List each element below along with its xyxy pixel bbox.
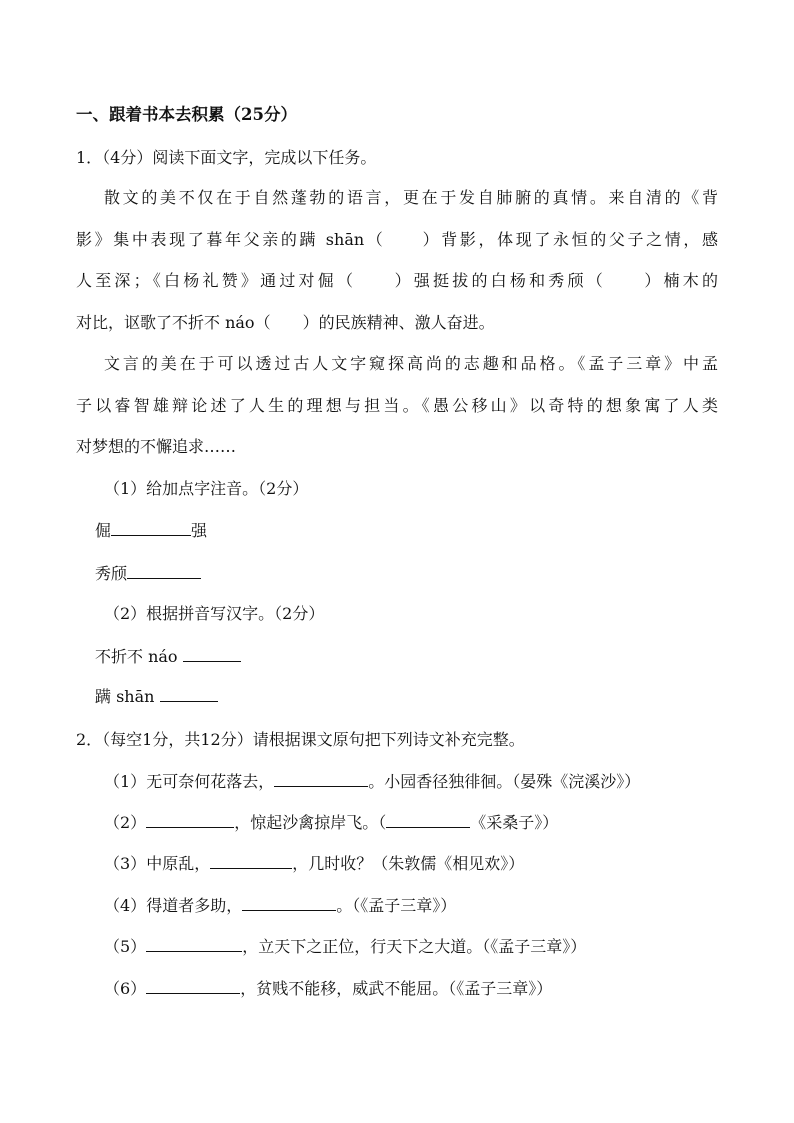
answer-blank[interactable] xyxy=(146,978,240,994)
q1-para1-line3: 人至深；《白杨礼赞》通过对倔（ ）强挺拔的白杨和秀颀（ ）楠木的 xyxy=(76,271,718,290)
answer-blank[interactable] xyxy=(111,520,191,536)
q1-sub2-a-word: 不折不 náo xyxy=(95,647,178,666)
q2-item-5 xyxy=(104,935,586,959)
q1-para1-line2: 影》集中表现了暮年父亲的蹒 shān（ ）背影，体现了永恒的父子之情，感 xyxy=(76,230,718,249)
section-title: 一、跟着书本去积累（25分） xyxy=(76,105,297,124)
answer-blank[interactable] xyxy=(160,686,218,702)
answer-blank[interactable] xyxy=(242,895,336,911)
q1-para2-line3: 对梦想的不懈追求…… xyxy=(76,437,237,456)
question-2-header: 2．（每空1分，共12分）请根据课文原句把下列诗文补充完整。 xyxy=(76,730,525,749)
q1-para2-line1: 文言的美在于可以透过古人文字窥探高尚的志趣和品格。《孟子三章》中孟 xyxy=(104,354,718,373)
answer-blank[interactable] xyxy=(146,812,234,828)
q1-sub1-b-word: 秀颀 xyxy=(95,564,128,583)
q1-sub2-b-word: 蹒 shān xyxy=(95,687,155,706)
item-text: ，贫贱不能移，威武不能屈。（《孟子三章》） xyxy=(240,979,553,998)
item-number: （5） xyxy=(104,937,147,956)
item-text: ，几时收？（朱敦儒《相见欢》） xyxy=(292,854,525,873)
q1-para1-line1: 散文的美不仅在于自然蓬勃的语言，更在于发自肺腑的真情。来自清的《背 xyxy=(104,188,718,207)
q2-item-6 xyxy=(104,977,552,1001)
item-text: 。（《孟子三章》） xyxy=(336,896,457,915)
item-number: （2） xyxy=(104,813,147,832)
item-number: （6） xyxy=(104,979,147,998)
answer-blank[interactable] xyxy=(210,853,292,869)
q2-item-3 xyxy=(104,852,524,876)
q1-sub2-item-b xyxy=(95,685,218,709)
q2-item-2 xyxy=(104,811,558,835)
q1-sub1-item-a xyxy=(95,519,207,543)
q2-item-4 xyxy=(104,894,456,918)
item-text: 得道者多助， xyxy=(146,896,243,915)
item-text: ，立天下之正位，行天下之大道。（《孟子三章》） xyxy=(242,937,587,956)
q1-sub2-item-a xyxy=(95,645,241,669)
q1-sub1-a-char2: 强 xyxy=(191,521,208,540)
q1-sub1-a-char: 倔 xyxy=(95,521,112,540)
answer-blank[interactable] xyxy=(183,646,241,662)
item-number: （3） xyxy=(104,854,147,873)
item-text: 无可奈何花落去， xyxy=(146,772,275,791)
answer-blank[interactable] xyxy=(127,563,201,579)
answer-blank[interactable] xyxy=(274,771,368,787)
item-text: 。小园香径独徘徊。（晏殊《浣溪沙》） xyxy=(368,772,641,791)
q1-sub1-prompt: （1）给加点字注音。（2分） xyxy=(104,479,309,498)
q2-item-1 xyxy=(104,770,640,794)
q1-sub1-item-b xyxy=(95,562,201,586)
q1-para1-line4: 对比，讴歌了不折不 náo（ ）的民族精神、激人奋进。 xyxy=(76,313,495,332)
answer-blank[interactable] xyxy=(146,936,242,952)
item-text: ，惊起沙禽掠岸飞。（ xyxy=(234,813,387,832)
item-text: 《采桑子》） xyxy=(470,813,559,832)
q1-para2-line2: 子以睿智雄辩论述了人生的理想与担当。《愚公移山》以奇特的想象寓了人类 xyxy=(76,396,718,415)
item-text: 中原乱， xyxy=(146,854,211,873)
answer-blank[interactable] xyxy=(386,812,470,828)
question-1-header: 1．（4分）阅读下面文字，完成以下任务。 xyxy=(76,148,377,167)
item-number: （1） xyxy=(104,772,147,791)
item-number: （4） xyxy=(104,896,147,915)
q1-sub2-prompt: （2）根据拼音写汉字。（2分） xyxy=(104,604,325,623)
